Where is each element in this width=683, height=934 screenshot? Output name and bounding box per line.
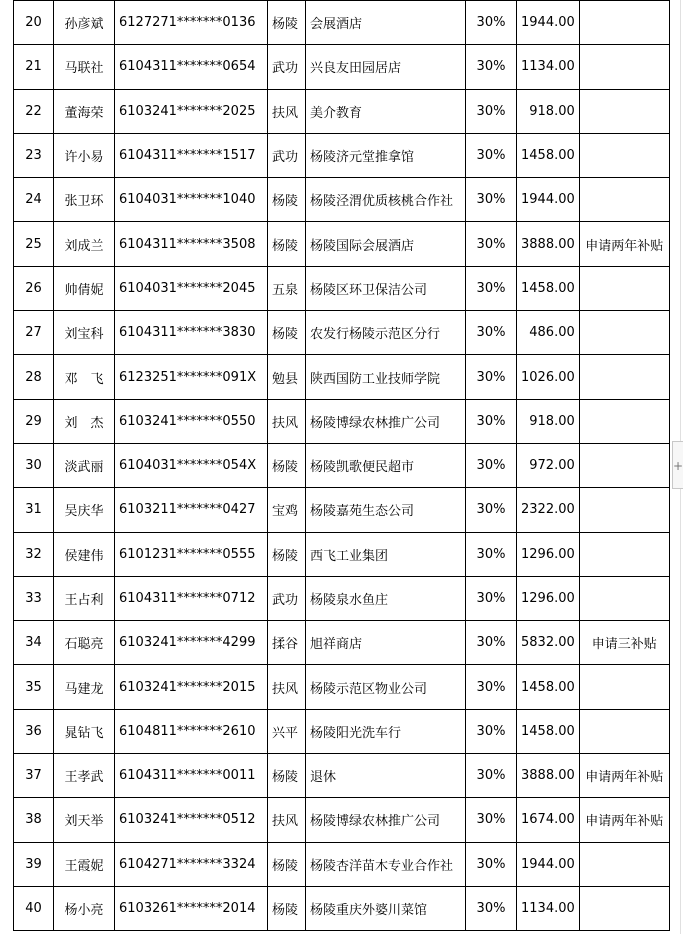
row-index: 36 (14, 709, 54, 753)
note-cell (579, 133, 669, 177)
name-cell: 刘宝科 (54, 311, 115, 355)
rate-cell: 30% (466, 399, 517, 443)
employer-cell: 西飞工业集团 (306, 532, 466, 576)
table-row (14, 89, 670, 133)
employer-cell: 美介教育 (306, 89, 466, 133)
amount-cell: 3888.00 (517, 222, 580, 266)
table-row (14, 488, 670, 532)
name-cell: 淡武丽 (54, 443, 115, 487)
rate-cell: 30% (466, 621, 517, 665)
rate-cell: 30% (466, 576, 517, 620)
amount-cell: 918.00 (517, 89, 580, 133)
name-cell: 王占利 (54, 576, 115, 620)
name-cell: 邓 飞 (54, 355, 115, 399)
amount-cell: 2322.00 (517, 488, 580, 532)
id-number-cell: 6104031*******1040 (115, 178, 268, 222)
note-cell (579, 1, 669, 45)
rate-cell: 30% (466, 842, 517, 886)
amount-cell: 1296.00 (517, 576, 580, 620)
rate-cell: 30% (466, 532, 517, 576)
id-number-cell: 6123251*******091X (115, 355, 268, 399)
table-row (14, 266, 670, 310)
id-number-cell: 6103241*******0512 (115, 798, 268, 842)
employer-cell: 杨陵示范区物业公司 (306, 665, 466, 709)
region-cell: 杨陵 (268, 532, 306, 576)
amount-cell: 3888.00 (517, 754, 580, 798)
amount-cell: 5832.00 (517, 621, 580, 665)
region-cell: 杨陵 (268, 842, 306, 886)
amount-cell: 1134.00 (517, 45, 580, 89)
table-row (14, 709, 670, 753)
rate-cell: 30% (466, 178, 517, 222)
id-number-cell: 6104811*******2610 (115, 709, 268, 753)
note-cell: 申请两年补贴 (579, 222, 669, 266)
rate-cell: 30% (466, 443, 517, 487)
rate-cell: 30% (466, 1, 517, 45)
table-row (14, 532, 670, 576)
note-cell (579, 443, 669, 487)
table-row (14, 621, 670, 665)
table-row (14, 45, 670, 89)
table-row (14, 842, 670, 886)
region-cell: 扶风 (268, 89, 306, 133)
row-index: 32 (14, 532, 54, 576)
amount-cell: 1944.00 (517, 1, 580, 45)
table-row (14, 133, 670, 177)
note-cell (579, 355, 669, 399)
amount-cell: 918.00 (517, 399, 580, 443)
employer-cell: 杨陵阳光洗车行 (306, 709, 466, 753)
table-row (14, 222, 670, 266)
employer-cell: 杨陵泾渭优质核桃合作社 (306, 178, 466, 222)
rate-cell: 30% (466, 45, 517, 89)
employer-cell: 杨陵区环卫保洁公司 (306, 266, 466, 310)
amount-cell: 486.00 (517, 311, 580, 355)
rate-cell: 30% (466, 488, 517, 532)
row-index: 22 (14, 89, 54, 133)
region-cell: 五泉 (268, 266, 306, 310)
row-index: 38 (14, 798, 54, 842)
region-cell: 武功 (268, 45, 306, 89)
name-cell: 晁钻飞 (54, 709, 115, 753)
rate-cell: 30% (466, 886, 517, 930)
note-cell: 申请两年补贴 (579, 798, 669, 842)
id-number-cell: 6127271*******0136 (115, 1, 268, 45)
region-cell: 杨陵 (268, 443, 306, 487)
rate-cell: 30% (466, 355, 517, 399)
id-number-cell: 6101231*******0555 (115, 532, 268, 576)
id-number-cell: 6104311*******3508 (115, 222, 268, 266)
region-cell: 武功 (268, 133, 306, 177)
id-number-cell: 6103241*******0550 (115, 399, 268, 443)
name-cell: 帅倩妮 (54, 266, 115, 310)
rate-cell: 30% (466, 709, 517, 753)
table-row (14, 798, 670, 842)
region-cell: 杨陵 (268, 1, 306, 45)
rate-cell: 30% (466, 798, 517, 842)
row-index: 23 (14, 133, 54, 177)
amount-cell: 1944.00 (517, 178, 580, 222)
row-index: 20 (14, 1, 54, 45)
name-cell: 侯建伟 (54, 532, 115, 576)
id-number-cell: 6104311*******0011 (115, 754, 268, 798)
region-cell: 勉县 (268, 355, 306, 399)
note-cell (579, 266, 669, 310)
name-cell: 张卫环 (54, 178, 115, 222)
note-cell (579, 178, 669, 222)
note-cell (579, 576, 669, 620)
rate-cell: 30% (466, 266, 517, 310)
amount-cell: 1674.00 (517, 798, 580, 842)
row-index: 28 (14, 355, 54, 399)
region-cell: 武功 (268, 576, 306, 620)
table-row (14, 311, 670, 355)
row-index: 37 (14, 754, 54, 798)
name-cell: 刘天举 (54, 798, 115, 842)
rate-cell: 30% (466, 311, 517, 355)
id-number-cell: 6103211*******0427 (115, 488, 268, 532)
id-number-cell: 6104031*******2045 (115, 266, 268, 310)
name-cell: 许小易 (54, 133, 115, 177)
rate-cell: 30% (466, 665, 517, 709)
region-cell: 宝鸡 (268, 488, 306, 532)
id-number-cell: 6103241*******2025 (115, 89, 268, 133)
row-index: 29 (14, 399, 54, 443)
amount-cell: 1458.00 (517, 665, 580, 709)
employer-cell: 退休 (306, 754, 466, 798)
employer-cell: 会展酒店 (306, 1, 466, 45)
row-index: 26 (14, 266, 54, 310)
name-cell: 杨小亮 (54, 886, 115, 930)
region-cell: 杨陵 (268, 311, 306, 355)
id-number-cell: 6104031*******054X (115, 443, 268, 487)
name-cell: 刘成兰 (54, 222, 115, 266)
employer-cell: 杨陵国际会展酒店 (306, 222, 466, 266)
amount-cell: 1458.00 (517, 709, 580, 753)
employer-cell: 杨陵泉水鱼庄 (306, 576, 466, 620)
region-cell: 杨陵 (268, 222, 306, 266)
rate-cell: 30% (466, 222, 517, 266)
employer-cell: 杨陵嘉苑生态公司 (306, 488, 466, 532)
note-cell: 申请两年补贴 (579, 754, 669, 798)
region-cell: 扶风 (268, 798, 306, 842)
employer-cell: 杨陵凯歌便民超市 (306, 443, 466, 487)
note-cell (579, 89, 669, 133)
region-cell: 杨陵 (268, 178, 306, 222)
table-row (14, 754, 670, 798)
id-number-cell: 6104311*******3830 (115, 311, 268, 355)
row-index: 30 (14, 443, 54, 487)
amount-cell: 972.00 (517, 443, 580, 487)
id-number-cell: 6103261*******2014 (115, 886, 268, 930)
amount-cell: 1134.00 (517, 886, 580, 930)
table-row (14, 665, 670, 709)
table-row (14, 443, 670, 487)
id-number-cell: 6104311*******0654 (115, 45, 268, 89)
name-cell: 董海荣 (54, 89, 115, 133)
id-number-cell: 6104271*******3324 (115, 842, 268, 886)
employer-cell: 杨陵重庆外婆川菜馆 (306, 886, 466, 930)
employer-cell: 杨陵博绿农林推广公司 (306, 798, 466, 842)
table-row (14, 355, 670, 399)
id-number-cell: 6104311*******1517 (115, 133, 268, 177)
row-index: 39 (14, 842, 54, 886)
name-cell: 马建龙 (54, 665, 115, 709)
rate-cell: 30% (466, 754, 517, 798)
rate-cell: 30% (466, 89, 517, 133)
subsidy-table (13, 0, 670, 931)
region-cell: 扶风 (268, 399, 306, 443)
employer-cell: 农发行杨陵示范区分行 (306, 311, 466, 355)
note-cell: 申请三补贴 (579, 621, 669, 665)
row-index: 25 (14, 222, 54, 266)
note-cell (579, 709, 669, 753)
employer-cell: 杨陵杏洋苗木专业合作社 (306, 842, 466, 886)
name-cell: 王霞妮 (54, 842, 115, 886)
amount-cell: 1296.00 (517, 532, 580, 576)
note-cell (579, 532, 669, 576)
region-cell: 兴平 (268, 709, 306, 753)
name-cell: 王孝武 (54, 754, 115, 798)
amount-cell: 1458.00 (517, 133, 580, 177)
table-row (14, 886, 670, 930)
table-row (14, 1, 670, 45)
note-cell (579, 665, 669, 709)
note-cell (579, 886, 669, 930)
id-number-cell: 6103241*******2015 (115, 665, 268, 709)
region-cell: 杨陵 (268, 754, 306, 798)
plus-icon[interactable]: + (672, 441, 683, 489)
region-cell: 扶风 (268, 665, 306, 709)
id-number-cell: 6103241*******4299 (115, 621, 268, 665)
name-cell: 刘 杰 (54, 399, 115, 443)
employer-cell: 陕西国防工业技师学院 (306, 355, 466, 399)
row-index: 33 (14, 576, 54, 620)
table-row (14, 178, 670, 222)
note-cell (579, 488, 669, 532)
table-row (14, 399, 670, 443)
row-index: 40 (14, 886, 54, 930)
name-cell: 孙彦斌 (54, 1, 115, 45)
amount-cell: 1026.00 (517, 355, 580, 399)
note-cell (579, 399, 669, 443)
employer-cell: 旭祥商店 (306, 621, 466, 665)
region-cell: 揉谷 (268, 621, 306, 665)
employer-cell: 杨陵博绿农林推广公司 (306, 399, 466, 443)
id-number-cell: 6104311*******0712 (115, 576, 268, 620)
row-index: 31 (14, 488, 54, 532)
row-index: 24 (14, 178, 54, 222)
row-index: 34 (14, 621, 54, 665)
note-cell (579, 311, 669, 355)
amount-cell: 1458.00 (517, 266, 580, 310)
region-cell: 杨陵 (268, 886, 306, 930)
note-cell (579, 45, 669, 89)
rate-cell: 30% (466, 133, 517, 177)
row-index: 27 (14, 311, 54, 355)
amount-cell: 1944.00 (517, 842, 580, 886)
row-index: 21 (14, 45, 54, 89)
employer-cell: 兴良友田园居店 (306, 45, 466, 89)
note-cell (579, 842, 669, 886)
name-cell: 吴庆华 (54, 488, 115, 532)
employer-cell: 杨陵济元堂推拿馆 (306, 133, 466, 177)
name-cell: 石聪亮 (54, 621, 115, 665)
row-index: 35 (14, 665, 54, 709)
table-row (14, 576, 670, 620)
name-cell: 马联社 (54, 45, 115, 89)
